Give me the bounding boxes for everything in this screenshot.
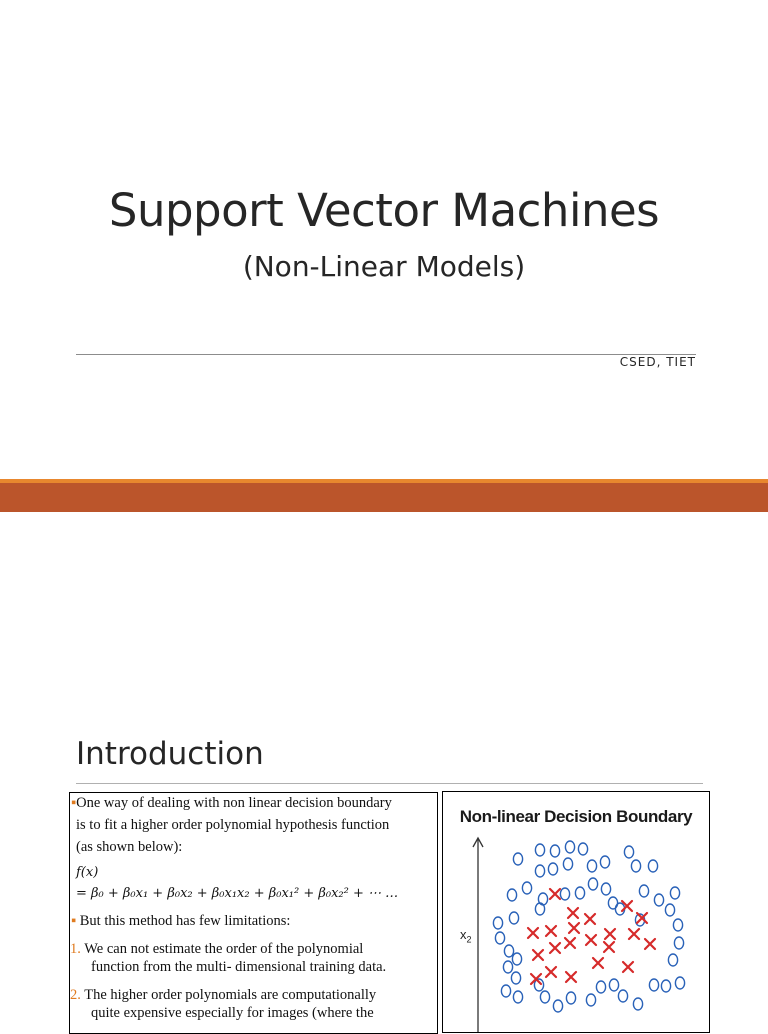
- line-text: The higher order polynomials are computationally: [80, 987, 377, 1003]
- figure-plot: [443, 792, 709, 1032]
- circle-marker: [668, 954, 677, 966]
- formula-text: f(x): [76, 865, 99, 880]
- cross-marker: [569, 923, 579, 933]
- circle-marker: [535, 903, 544, 915]
- circle-marker: [560, 888, 569, 900]
- line-text: But this method has few limitations:: [76, 913, 291, 929]
- cross-marker: [604, 942, 614, 952]
- circle-marker: [601, 883, 610, 895]
- cross-marker: [565, 938, 575, 948]
- circle-marker: [503, 961, 512, 973]
- bullet-marker: ▪: [71, 913, 77, 929]
- cross-marker: [623, 962, 633, 972]
- line-text: quite expensive especially for images (where the: [91, 1005, 374, 1021]
- section-heading: Introduction: [76, 736, 264, 772]
- circle-marker: [618, 990, 627, 1002]
- line-text: (as shown below):: [76, 839, 183, 855]
- cross-marker: [586, 935, 596, 945]
- content-slide: [0, 512, 768, 1024]
- circle-marker: [513, 853, 522, 865]
- title-slide: [0, 0, 768, 512]
- cross-marker: [645, 939, 655, 949]
- circle-marker: [596, 981, 605, 993]
- author-label: CSED, TIET: [619, 355, 696, 369]
- y-axis-label-subscript: 2: [466, 934, 472, 945]
- cross-marker: [546, 926, 556, 936]
- cross-marker: [568, 908, 578, 918]
- circle-marker: [587, 860, 596, 872]
- circle-marker: [553, 1000, 562, 1012]
- heading-divider: [76, 783, 703, 784]
- circle-marker: [504, 945, 513, 957]
- formula-line: [76, 865, 98, 880]
- text-line: [71, 795, 392, 812]
- circle-marker: [507, 889, 516, 901]
- cross-marker: [605, 929, 615, 939]
- line-text: is to fit a higher order polynomial hypothesis function: [76, 817, 390, 833]
- circle-marker: [540, 991, 549, 1003]
- text-line: [70, 987, 376, 1004]
- divider: [76, 354, 696, 355]
- circle-marker: [631, 860, 640, 872]
- text-line: [71, 913, 290, 930]
- formula-line: [76, 886, 398, 901]
- cross-marker: [533, 950, 543, 960]
- circle-marker: [535, 865, 544, 877]
- text-line: [91, 959, 386, 976]
- cross-marker: [593, 958, 603, 968]
- bullet-marker: ▪: [71, 795, 77, 811]
- circle-marker: [586, 994, 595, 1006]
- circle-marker: [649, 979, 658, 991]
- circle-marker: [522, 882, 531, 894]
- circle-marker: [600, 856, 609, 868]
- line-text: We can not estimate the order of the polynomial: [80, 941, 364, 957]
- circle-marker: [665, 904, 674, 916]
- text-line: [76, 817, 389, 834]
- circle-marker: [563, 858, 572, 870]
- accent-band: [0, 483, 768, 512]
- text-line: [70, 941, 363, 958]
- circle-marker: [674, 937, 683, 949]
- text-panel: [69, 792, 438, 1034]
- circle-marker: [513, 991, 522, 1003]
- circle-marker: [588, 878, 597, 890]
- circle-marker: [550, 845, 559, 857]
- circle-marker: [548, 863, 557, 875]
- circle-marker: [495, 932, 504, 944]
- figure-title: Non-linear Decision Boundary: [459, 807, 693, 826]
- cross-marker: [550, 943, 560, 953]
- cross-marker: [546, 967, 556, 977]
- circle-marker: [670, 887, 679, 899]
- circle-marker: [501, 985, 510, 997]
- text-line: [91, 1005, 374, 1022]
- y-axis-label-text: x: [460, 927, 467, 942]
- list-number: 1.: [70, 941, 81, 957]
- circle-marker: [648, 860, 657, 872]
- circle-marker: [511, 972, 520, 984]
- circle-marker: [566, 992, 575, 1004]
- circle-marker: [512, 953, 521, 965]
- slide-subtitle: (Non-Linear Models): [242, 250, 526, 283]
- circle-marker: [565, 841, 574, 853]
- circle-marker: [673, 919, 682, 931]
- cross-marker: [566, 972, 576, 982]
- cross-marker: [550, 889, 560, 899]
- text-line: [76, 839, 182, 856]
- y-axis-label: [460, 927, 472, 945]
- cross-marker: [629, 929, 639, 939]
- circle-marker: [624, 846, 633, 858]
- cross-marker: [585, 914, 595, 924]
- list-number: 2.: [70, 987, 81, 1003]
- line-text: One way of dealing with non linear decision boundary: [76, 795, 392, 811]
- circle-marker: [493, 917, 502, 929]
- slide-title: Support Vector Machines: [108, 184, 660, 237]
- line-text: function from the multi- dimensional training data.: [91, 959, 387, 975]
- circle-marker: [509, 912, 518, 924]
- cross-marker: [528, 928, 538, 938]
- circle-marker: [654, 894, 663, 906]
- figure-panel: [442, 791, 710, 1033]
- circle-marker: [633, 998, 642, 1010]
- circle-marker: [578, 843, 587, 855]
- circle-marker: [639, 885, 648, 897]
- circle-marker: [661, 980, 670, 992]
- circle-marker: [575, 887, 584, 899]
- formula-text: = β₀ + β₀x₁ + β₀x₂ + β₀x₁x₂ + β₀x₁² + β₀x₂² + ⋯ …: [76, 886, 399, 901]
- circle-marker: [675, 977, 684, 989]
- circle-marker: [609, 979, 618, 991]
- circle-markers: [493, 841, 684, 1012]
- circle-marker: [535, 844, 544, 856]
